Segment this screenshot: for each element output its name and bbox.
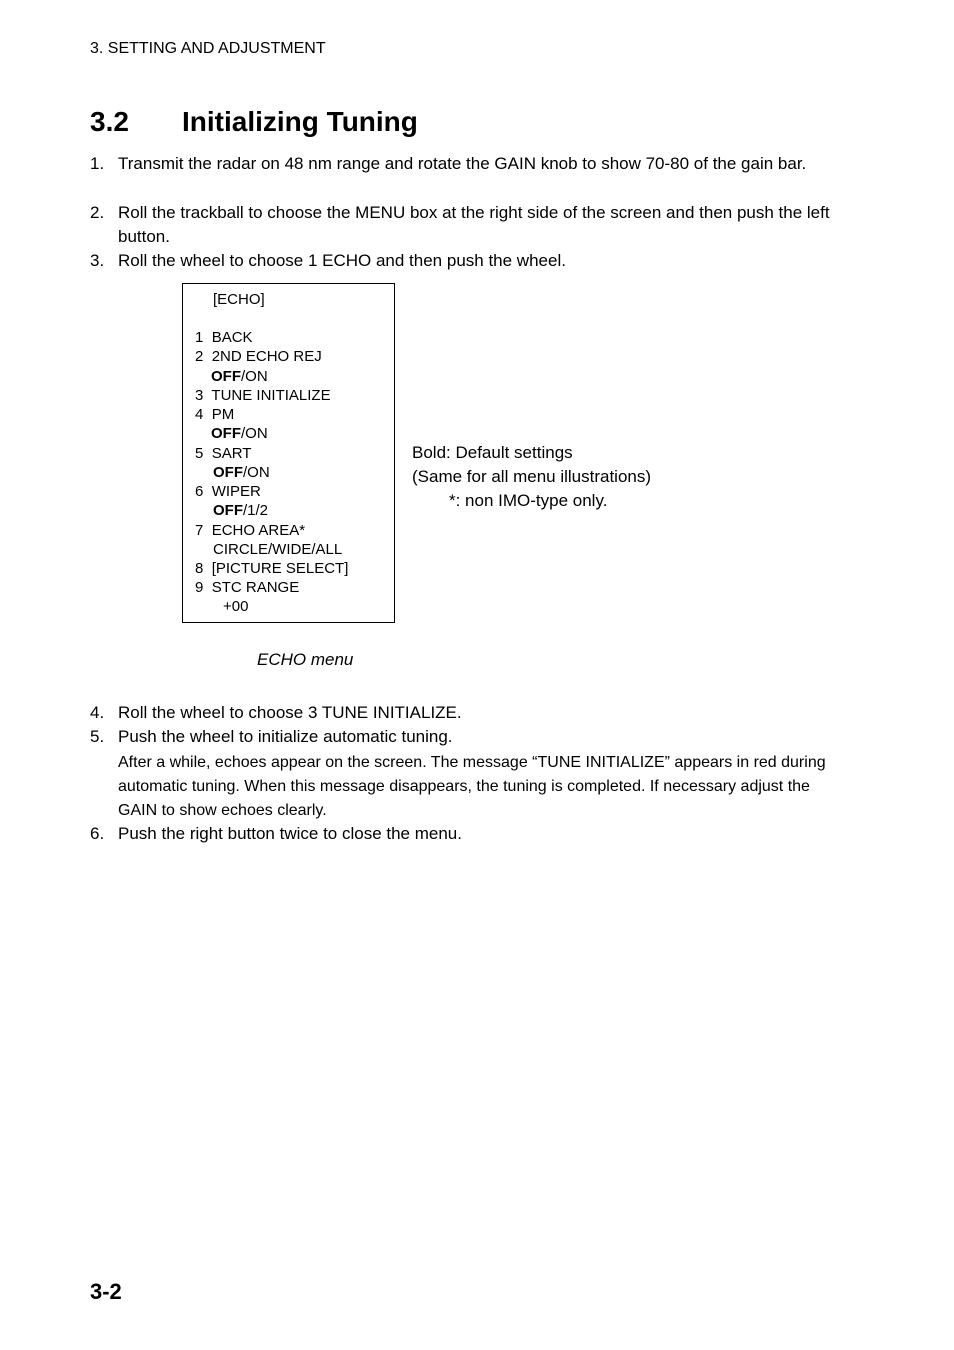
note-same-for-all: (Same for all menu illustrations) bbox=[412, 467, 652, 486]
step-number: 3. bbox=[90, 251, 105, 270]
menu-item-label: BACK bbox=[211, 329, 253, 346]
menu-item-2nd-echo-rej bbox=[195, 347, 322, 366]
section-title bbox=[90, 106, 418, 138]
step-5-detail: After a while, echoes appear on the screen. The message “TUNE INITIALIZE” appears in red during automatic tuning. When this message disappears, the tuning is completed. If necessary adjust the GAIN to show echoes clearly. bbox=[118, 754, 826, 819]
section-number: 3.2 bbox=[90, 106, 129, 137]
step-4 bbox=[90, 701, 850, 725]
step-3 bbox=[90, 249, 850, 273]
menu-item-label: [PICTURE SELECT] bbox=[211, 560, 349, 577]
default-option: OFF bbox=[211, 425, 241, 442]
menu-item-pm bbox=[195, 405, 234, 424]
section-title-text: Initializing Tuning bbox=[182, 106, 418, 137]
menu-item-sart bbox=[195, 444, 251, 463]
step-text: Push the right button twice to close the menu. bbox=[118, 824, 462, 843]
menu-item-tune-initialize bbox=[195, 386, 331, 405]
menu-item-number: 7 bbox=[195, 522, 204, 539]
step-text: Roll the wheel to choose 1 ECHO and then push the wheel. bbox=[118, 251, 566, 270]
step-number: 6. bbox=[90, 824, 105, 843]
echo-menu-box bbox=[182, 283, 395, 623]
menu-item-wiper bbox=[195, 482, 261, 501]
note-non-imo: *: non IMO-type only. bbox=[449, 491, 608, 510]
note-bold-default: Bold: Default settings bbox=[412, 443, 573, 462]
echo-menu-title: [ECHO] bbox=[213, 291, 265, 308]
menu-item-options: CIRCLE/WIDE/ALL bbox=[213, 541, 343, 558]
step-6 bbox=[90, 822, 850, 846]
page-number: 3-2 bbox=[90, 1279, 122, 1304]
step-text: Push the wheel to initialize automatic tuning. bbox=[118, 727, 453, 746]
default-option: OFF bbox=[213, 464, 243, 481]
other-options: /ON bbox=[241, 425, 268, 442]
other-options: /ON bbox=[241, 368, 268, 385]
menu-item-echo-area bbox=[195, 521, 305, 540]
running-head: 3. SETTING AND ADJUSTMENT bbox=[90, 40, 326, 57]
menu-item-number: 1 bbox=[195, 329, 204, 346]
step-number: 2. bbox=[90, 203, 105, 222]
menu-item-back bbox=[195, 328, 253, 347]
step-2 bbox=[90, 201, 850, 249]
menu-item-label: TUNE INITIALIZE bbox=[211, 387, 331, 404]
menu-item-label: 2ND ECHO REJ bbox=[211, 348, 322, 365]
step-number: 1. bbox=[90, 154, 105, 173]
menu-item-options bbox=[213, 463, 270, 482]
menu-item-number: 3 bbox=[195, 387, 204, 404]
step-text: Roll the trackball to choose the MENU box at the right side of the screen and then push the left button. bbox=[118, 203, 830, 246]
menu-item-label: WIPER bbox=[211, 483, 261, 500]
menu-item-label: PM bbox=[211, 406, 235, 423]
step-5 bbox=[90, 725, 850, 749]
menu-item-options bbox=[211, 367, 268, 386]
menu-item-options bbox=[211, 424, 268, 443]
menu-item-options bbox=[213, 501, 268, 520]
menu-item-label: ECHO AREA* bbox=[211, 522, 306, 539]
menu-item-stc-range bbox=[195, 578, 299, 597]
menu-item-number: 2 bbox=[195, 348, 204, 365]
menu-item-label: STC RANGE bbox=[211, 579, 300, 596]
menu-item-number: 6 bbox=[195, 483, 204, 500]
figure-caption: ECHO menu bbox=[257, 650, 354, 669]
default-option: OFF bbox=[211, 368, 241, 385]
menu-item-number: 4 bbox=[195, 406, 204, 423]
menu-item-number: 5 bbox=[195, 445, 204, 462]
other-options: /ON bbox=[243, 464, 270, 481]
menu-item-label: SART bbox=[211, 445, 252, 462]
step-text: Roll the wheel to choose 3 TUNE INITIALIZE. bbox=[118, 703, 462, 722]
step-number: 4. bbox=[90, 703, 105, 722]
menu-item-value: +00 bbox=[223, 598, 249, 615]
menu-item-number: 9 bbox=[195, 579, 204, 596]
menu-item-picture-select bbox=[195, 559, 348, 578]
menu-item-number: 8 bbox=[195, 560, 204, 577]
other-options: /1/2 bbox=[243, 502, 269, 519]
step-number: 5. bbox=[90, 727, 105, 746]
step-text: Transmit the radar on 48 nm range and rotate the GAIN knob to show 70-80 of the gain bar. bbox=[118, 154, 807, 173]
step-1 bbox=[90, 152, 850, 176]
default-option: OFF bbox=[213, 502, 243, 519]
